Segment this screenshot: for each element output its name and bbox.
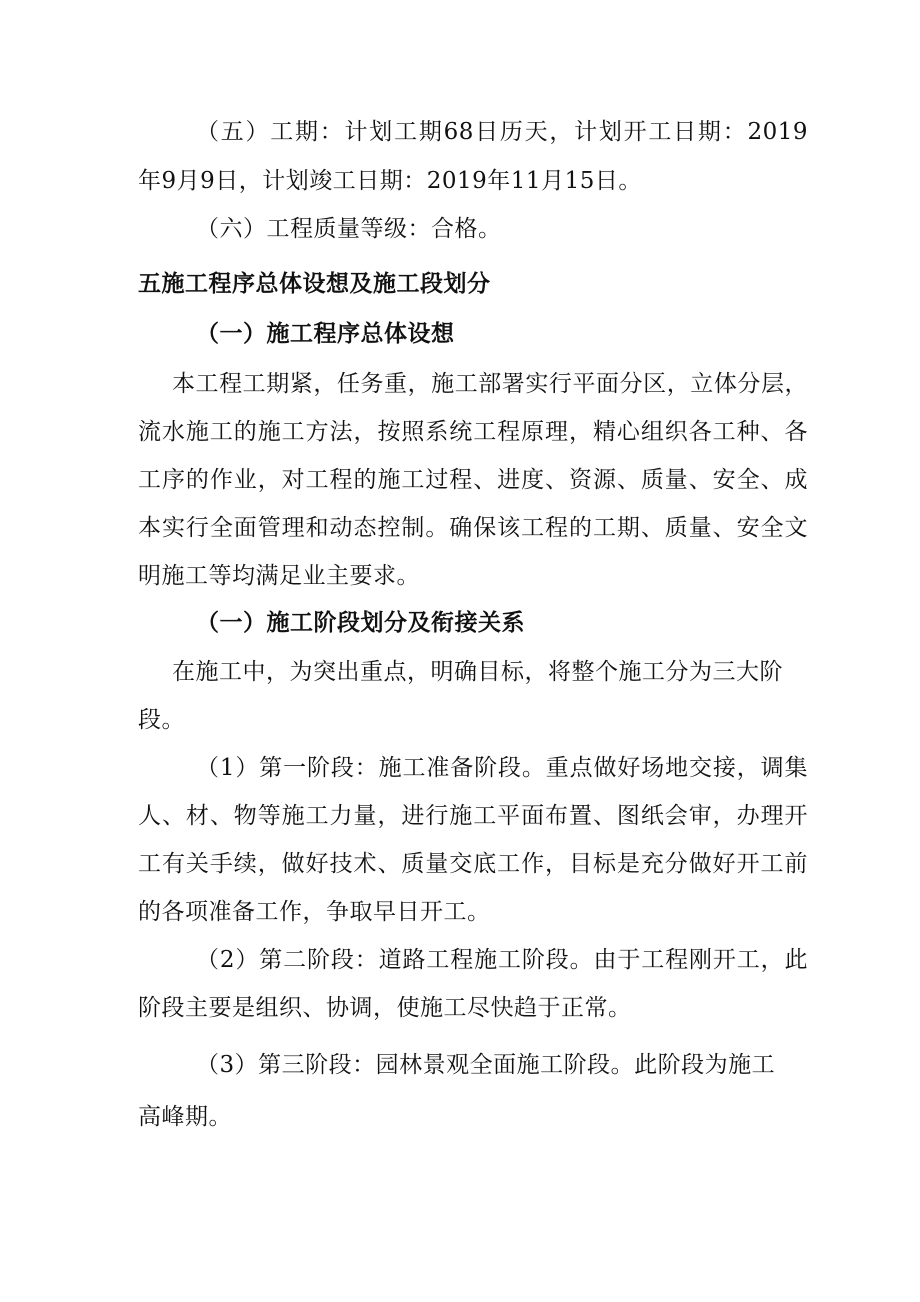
subsection-heading-2: （一）施工阶段划分及衔接关系 <box>196 609 525 636</box>
stage-3-line-1: （3）第三阶段：园林景观全面施工阶段。此阶段为施工 <box>196 1052 776 1078</box>
paragraph-quality-grade: （六）工程质量等级：合格。 <box>196 216 502 242</box>
stage-1-line-2: 人、材、物等施工力量，进行施工平面布置、图纸会审，办理开 <box>138 803 808 829</box>
stage-2-line-1: （2）第二阶段：道路工程施工阶段。由于工程刚开工，此 <box>196 947 808 973</box>
paragraph-stages-line-2: 段。 <box>138 707 185 733</box>
stage-2-line-2: 阶段主要是组织、协调，使施工尽快趋于正常。 <box>138 995 632 1021</box>
paragraph-stages-line-1: 在施工中，为突出重点，明确目标，将整个施工分为三大阶 <box>172 659 783 685</box>
stage-1-line-3: 工有关手续，做好技术、质量交底工作，目标是充分做好开工前 <box>138 851 808 877</box>
stage-1-line-4: 的各项准备工作，争取早日开工。 <box>138 899 491 925</box>
paragraph-schedule-line-1: （五）工期：计划工期68日历天，计划开工日期：2019 <box>196 119 808 145</box>
section-heading: 五施工程序总体设想及施工段划分 <box>138 270 491 297</box>
paragraph-overview-line-1: 本工程工期紧，任务重，施工部署实行平面分区，立体分层， <box>172 371 808 397</box>
paragraph-overview-line-2: 流水施工的施工方法，按照系统工程原理，精心组织各工种、各 <box>138 419 808 445</box>
stage-3-line-2: 高峰期。 <box>138 1104 232 1130</box>
paragraph-overview-line-4: 本实行全面管理和动态控制。确保该工程的工期、质量、安全文 <box>138 515 808 541</box>
subsection-heading-1: （一）施工程序总体设想 <box>196 320 455 347</box>
paragraph-overview-line-5: 明施工等均满足业主要求。 <box>138 563 420 589</box>
stage-1-line-1: （1）第一阶段：施工准备阶段。重点做好场地交接，调集 <box>196 755 808 781</box>
paragraph-overview-line-3: 工序的作业，对工程的施工过程、进度、资源、质量、安全、成 <box>138 467 808 493</box>
paragraph-schedule-line-2: 年9月9日，计划竣工日期：2019年11月15日。 <box>138 168 642 194</box>
